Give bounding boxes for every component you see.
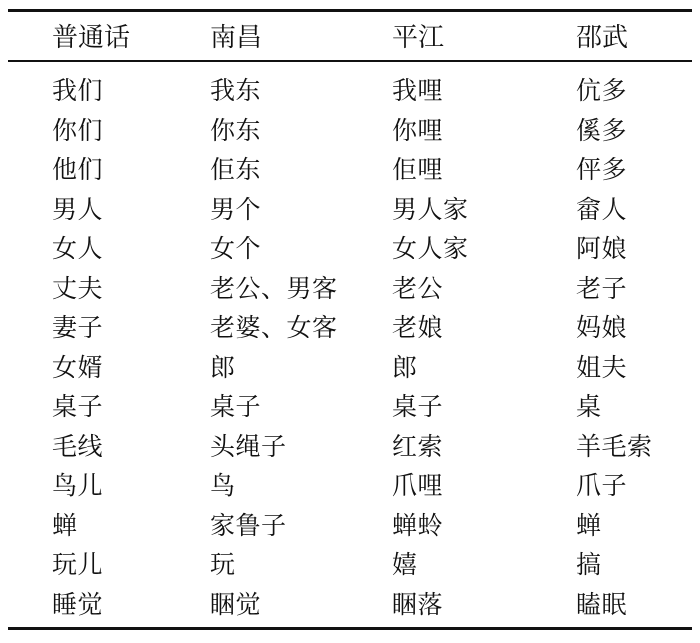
table-cell: 搞 bbox=[576, 550, 602, 579]
table-cell: 鸟儿 bbox=[52, 471, 104, 500]
table-cell: 桌子 bbox=[392, 392, 444, 421]
header-cell-putonghua: 普通话 bbox=[52, 23, 131, 53]
table-cell: 女人家 bbox=[392, 234, 469, 263]
table-cell: 玩 bbox=[210, 550, 236, 579]
table-cell: 玩儿 bbox=[52, 550, 104, 579]
table-cell: 爪哩 bbox=[392, 471, 444, 500]
table-cell: 女个 bbox=[210, 234, 262, 263]
table-cell: 羊毛索 bbox=[576, 431, 653, 461]
table-cell: 佢哩 bbox=[392, 155, 444, 184]
table-cell: 丈夫 bbox=[52, 273, 104, 303]
table-row bbox=[0, 308, 700, 348]
table-cell: 蝉蛉 bbox=[392, 510, 444, 540]
header-cell-nanchang: 南昌 bbox=[210, 23, 263, 53]
table-cell: 你们 bbox=[52, 115, 104, 145]
table-cell: 蝉 bbox=[52, 510, 78, 540]
table-header-row bbox=[0, 16, 700, 60]
table-cell: 郎 bbox=[392, 352, 418, 382]
table-cell: 鸟 bbox=[210, 471, 236, 500]
table-cell: 他们 bbox=[52, 155, 104, 184]
table-cell: 老公 bbox=[392, 273, 444, 303]
table-cell: 佢东 bbox=[210, 155, 262, 184]
table-cell: 头绳子 bbox=[210, 431, 287, 461]
table-cell: 男个 bbox=[210, 194, 262, 224]
table-cell: 你东 bbox=[210, 115, 262, 145]
table-cell: 女婿 bbox=[52, 352, 104, 382]
table-cell: 郎 bbox=[210, 352, 236, 382]
table-cell: 妻子 bbox=[52, 313, 104, 342]
table-cell: 姐夫 bbox=[576, 352, 628, 382]
table-cell: 女人 bbox=[52, 234, 104, 263]
table-cell: 伻多 bbox=[576, 155, 628, 184]
table-row bbox=[0, 111, 700, 151]
table-cell: 男人 bbox=[52, 194, 104, 224]
header-cell-shaowu: 邵武 bbox=[576, 23, 629, 53]
table-cell: 爪子 bbox=[576, 471, 628, 500]
table-cell: 阿娘 bbox=[576, 234, 628, 263]
table-row bbox=[0, 545, 700, 585]
table-row bbox=[0, 190, 700, 230]
table-row bbox=[0, 387, 700, 427]
header-cell-pingjiang: 平江 bbox=[392, 23, 445, 53]
table-top-rule bbox=[8, 9, 692, 12]
table-cell: 我东 bbox=[210, 76, 262, 105]
table-cell: 红索 bbox=[392, 431, 444, 461]
table-header-rule bbox=[8, 60, 692, 62]
table-row bbox=[0, 150, 700, 190]
table-cell: 傒多 bbox=[576, 115, 628, 145]
table-cell: 睏落 bbox=[392, 589, 444, 619]
table-body bbox=[0, 71, 700, 624]
table-row bbox=[0, 466, 700, 506]
table-row bbox=[0, 229, 700, 269]
table-bottom-rule bbox=[8, 627, 692, 630]
table-row bbox=[0, 506, 700, 546]
table-row bbox=[0, 585, 700, 625]
table-cell: 畲人 bbox=[576, 194, 628, 224]
table-cell: 我们 bbox=[52, 76, 104, 105]
table-cell: 桌子 bbox=[210, 392, 262, 421]
table-cell: 我哩 bbox=[392, 76, 444, 105]
table-row bbox=[0, 427, 700, 467]
table-cell: 老公、男客 bbox=[210, 273, 338, 303]
table-cell: 老子 bbox=[576, 273, 628, 303]
table-cell: 毛线 bbox=[52, 431, 104, 461]
table-cell: 桌 bbox=[576, 392, 602, 421]
table-cell: 瞌眠 bbox=[576, 589, 628, 619]
table-cell: 蝉 bbox=[576, 510, 602, 540]
table-cell: 睏觉 bbox=[210, 589, 262, 619]
table-cell: 老娘 bbox=[392, 313, 444, 342]
table-cell: 妈娘 bbox=[576, 313, 628, 342]
table-cell: 老婆、女客 bbox=[210, 313, 338, 342]
table-cell: 男人家 bbox=[392, 194, 469, 224]
table-cell: 家鲁子 bbox=[210, 510, 287, 540]
table-row bbox=[0, 71, 700, 111]
table-cell: 桌子 bbox=[52, 392, 104, 421]
table-cell: 睡觉 bbox=[52, 589, 104, 619]
table-row bbox=[0, 348, 700, 388]
table-cell: 嬉 bbox=[392, 550, 418, 579]
table-cell: 伉多 bbox=[576, 76, 628, 105]
table-cell: 你哩 bbox=[392, 115, 444, 145]
table-row bbox=[0, 269, 700, 309]
